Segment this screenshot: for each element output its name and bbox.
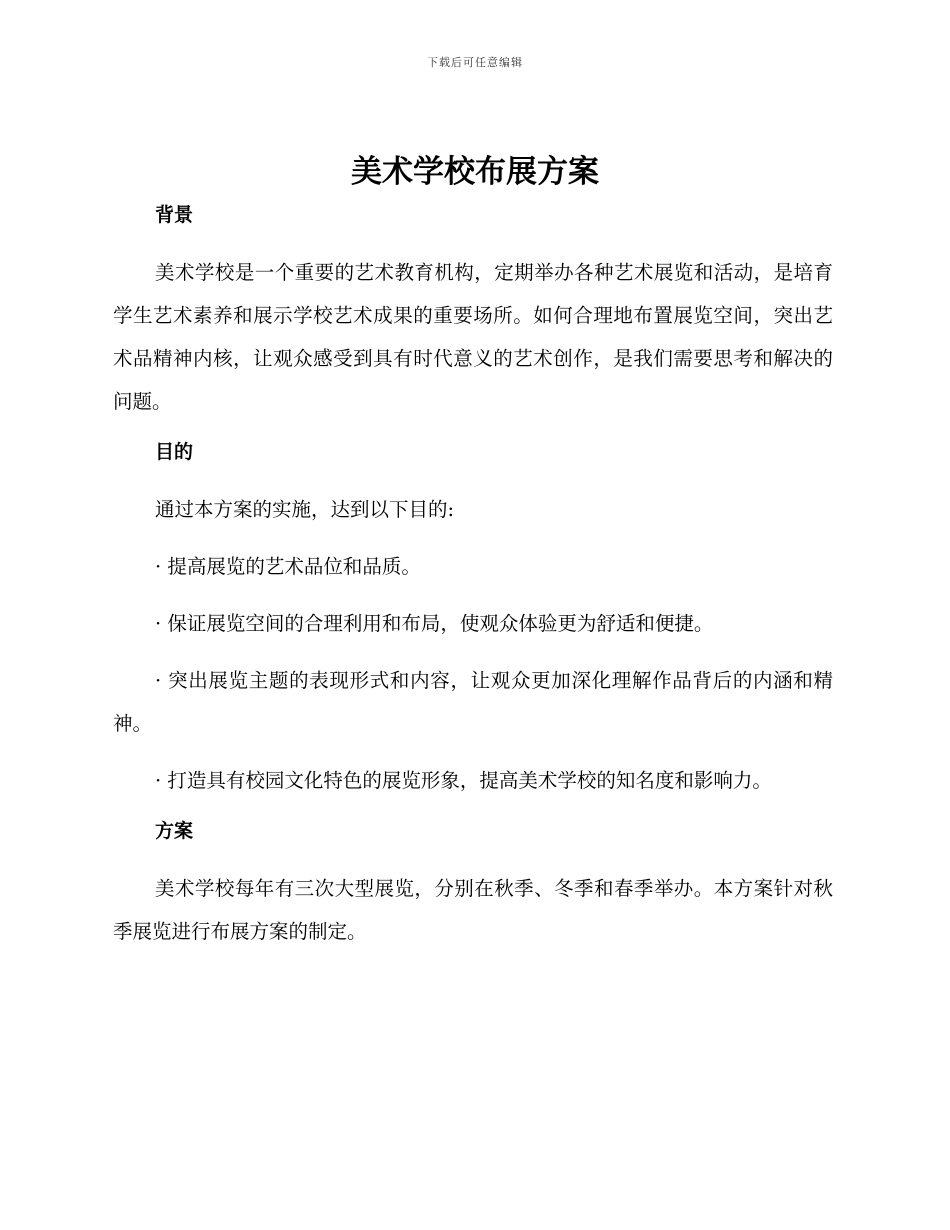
purpose-item: · 保证展览空间的合理利用和布局，使观众体验更为舒适和便捷。 (155, 612, 714, 635)
purpose-item: · 突出展览主题的表现形式和内容，让观众更加深化理解作品背后的内涵和精神。 (113, 669, 833, 735)
section-heading-plan: 方案 (155, 820, 194, 842)
background-paragraph: 美术学校是一个重要的艺术教育机构，定期举办各种艺术展览和活动，是培育学生艺术素养和展示学校艺术成果的重要场所。如何合理地布置展览空间，突出艺术品精神内核，让观众感受到具有时代意义的艺术创作，是我们需要思考和解决的问题。 (113, 261, 833, 413)
plan-paragraph: 美术学校每年有三次大型展览，分别在秋季、冬季和春季举办。本方案针对秋季展览进行布展方案的制定。 (113, 877, 833, 943)
section-heading-purpose: 目的 (155, 441, 194, 463)
purpose-item: · 提高展览的艺术品位和品质。 (155, 555, 421, 578)
document-title: 美术学校布展方案 (351, 154, 599, 190)
header-note: 下载后可任意编辑 (427, 56, 523, 69)
document-body (113, 200, 833, 953)
section-heading-background: 背景 (155, 204, 194, 226)
purpose-item: · 打造具有校园文化特色的展览形象，提高美术学校的知名度和影响力。 (155, 769, 772, 792)
purpose-intro: 通过本方案的实施，达到以下目的: (155, 498, 455, 521)
